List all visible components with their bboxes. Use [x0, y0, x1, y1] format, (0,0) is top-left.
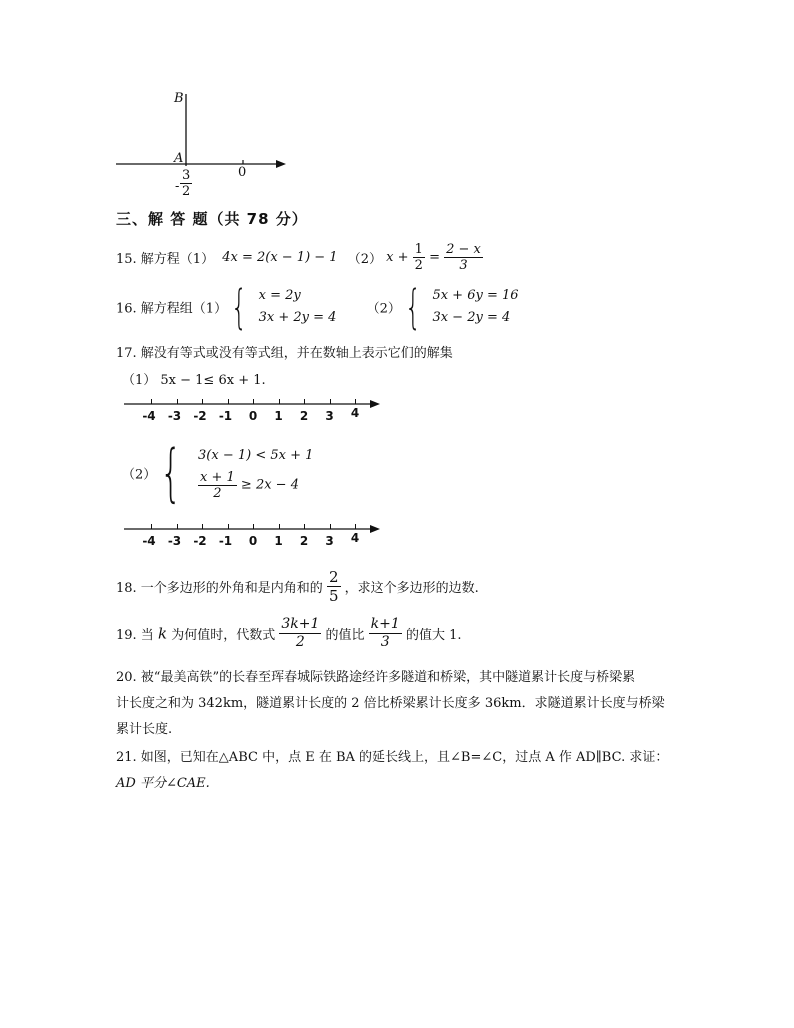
neg-sign: -: [175, 179, 180, 194]
axis-tick: [304, 524, 305, 529]
q17-prefix: 17. 解没有等式或没有等式组，并在数轴上表示它们的解集: [116, 346, 453, 361]
question-19: [116, 616, 461, 651]
q21-line1: 21. 如图，已知在△ABC 中，点 E 在 BA 的延长线上，且∠B=∠C，过点 A 作 AD∥BC. 求证：: [116, 750, 669, 765]
q18-frac: [327, 568, 341, 605]
sys-line: 3x + 2y = 4: [258, 310, 337, 325]
section-title: 三、解 答 题（共 78 分）: [116, 210, 308, 228]
q16-system-2: [432, 285, 518, 329]
q15-frac1: [413, 242, 425, 273]
axis-label: 0: [248, 534, 258, 548]
frac-num: x + 1: [200, 469, 235, 485]
frac-den: 2: [295, 634, 305, 650]
point-b-label: B: [174, 91, 184, 106]
sys-line-2: [198, 470, 313, 501]
q17-part2-system: [122, 436, 314, 509]
axis-label: 1: [274, 409, 283, 423]
axis-tick: [202, 399, 203, 404]
left-brace: {: [231, 280, 248, 334]
q19-text4: 的值大 1.: [405, 628, 462, 643]
frac-num: 2 − x: [446, 242, 481, 257]
frac-num: k+1: [370, 616, 400, 632]
sys-frac: [198, 470, 237, 501]
axis-tick: [177, 399, 178, 404]
axis-label: -2: [193, 534, 207, 548]
q15-prefix: 15. 解方程（1）: [116, 252, 215, 267]
sys-line: 3x − 2y = 4: [432, 310, 511, 325]
q15-eq-sign: =: [429, 250, 440, 265]
frac-den: 2: [414, 258, 423, 273]
q19-var-k: k: [157, 624, 168, 643]
axis-tick: [330, 399, 331, 404]
axis-tick: [202, 524, 203, 529]
axis-tick: [228, 524, 229, 529]
q18-text1: 18. 一个多边形的外角和是内角和的: [116, 581, 323, 596]
axis-label: 0: [248, 409, 258, 423]
axis-label: -2: [193, 409, 207, 423]
neg-three-halves: [180, 168, 192, 199]
axis-tick: [279, 524, 280, 529]
axis-label: -3: [167, 409, 182, 423]
axis-label: 2: [299, 409, 309, 423]
axis-tick: [355, 399, 356, 404]
diagram-lines: [110, 88, 300, 200]
frac-den: 5: [328, 587, 339, 605]
q15-part2: （2）: [347, 252, 383, 267]
axis-tick: [151, 524, 152, 529]
axis-label: -4: [142, 534, 156, 548]
frac-den: 2: [213, 485, 222, 501]
axis-tick: [304, 399, 305, 404]
q19-text3: 的值比: [325, 628, 365, 643]
frac-num: 3: [182, 168, 191, 183]
axis-tick: [253, 399, 254, 404]
axis-tick: [279, 399, 280, 404]
number-line-2: [124, 521, 384, 551]
q20-line1: 20. 被“最美高铁”的长春至珲春城际铁路途经许多隧道和桥梁，其中隧道累计长度与桥梁累: [116, 670, 636, 685]
frac-den: 3: [459, 258, 468, 273]
q17-part2-label: （2）: [122, 467, 157, 483]
axis-label: 3: [325, 409, 334, 423]
axis-label: -1: [218, 534, 233, 548]
axis-label: 4: [350, 406, 360, 420]
q20-line3: 累计长度.: [116, 722, 173, 737]
q16-system-1: [259, 285, 337, 329]
point-a-label: A: [174, 151, 184, 166]
sys-rest: ≥ 2x − 4: [240, 477, 299, 492]
axis-label: -4: [142, 409, 156, 423]
sys-line: 5x + 6y = 16: [432, 288, 519, 303]
frac-num: 3k+1: [281, 616, 320, 632]
axis-tick: [177, 524, 178, 529]
q19-frac1: [279, 616, 321, 651]
axis-tick: [253, 524, 254, 529]
q19-text2: 为何值时，代数式: [171, 628, 276, 643]
frac-den: 2: [182, 184, 191, 199]
axis-label: -1: [218, 409, 233, 423]
q15-eq2-left: x +: [386, 250, 409, 265]
q15-frac2: [444, 242, 483, 273]
axis-label: 4: [350, 531, 360, 545]
q17-part1: （1） 5x − 1≤ 6x + 1.: [122, 373, 266, 388]
axis-label: 1: [274, 534, 283, 548]
frac-num: 2: [328, 568, 339, 586]
frac-den: 3: [380, 634, 390, 650]
sys-line: 3(x − 1) < 5x + 1: [198, 447, 314, 463]
question-15: [116, 242, 483, 273]
q17-system: [198, 446, 313, 501]
axis-label: 3: [325, 534, 334, 548]
axis-label: -3: [167, 534, 182, 548]
question-16: [116, 280, 519, 334]
axis-tick: [355, 524, 356, 529]
q20-line2: 计长度之和为 342km，隧道累计长度的 2 倍比桥梁累计长度多 36km．求隧道累计长度与桥梁: [116, 696, 665, 711]
q19-text1: 19. 当: [116, 628, 154, 643]
number-line-diagram: [110, 88, 300, 200]
frac-num: 1: [414, 242, 423, 257]
left-brace: {: [405, 280, 422, 334]
axis-label: 2: [299, 534, 309, 548]
axis-tick: [330, 524, 331, 529]
question-18: [116, 568, 479, 605]
q19-frac2: [369, 616, 402, 651]
axis-tick: [228, 399, 229, 404]
q18-text2: ，求这个多边形的边数.: [344, 581, 479, 596]
sys-line: x = 2y: [258, 288, 301, 303]
q16-prefix: 16. 解方程组（1）: [116, 301, 228, 317]
left-brace: {: [160, 436, 183, 509]
q16-part2: （2）: [366, 301, 401, 317]
q15-eq1: 4x = 2(x − 1) − 1: [222, 250, 338, 265]
q21-line2: AD 平分∠CAE.: [116, 776, 210, 791]
number-line-1: [124, 396, 384, 426]
zero-label: 0: [238, 165, 247, 180]
axis-tick: [151, 399, 152, 404]
